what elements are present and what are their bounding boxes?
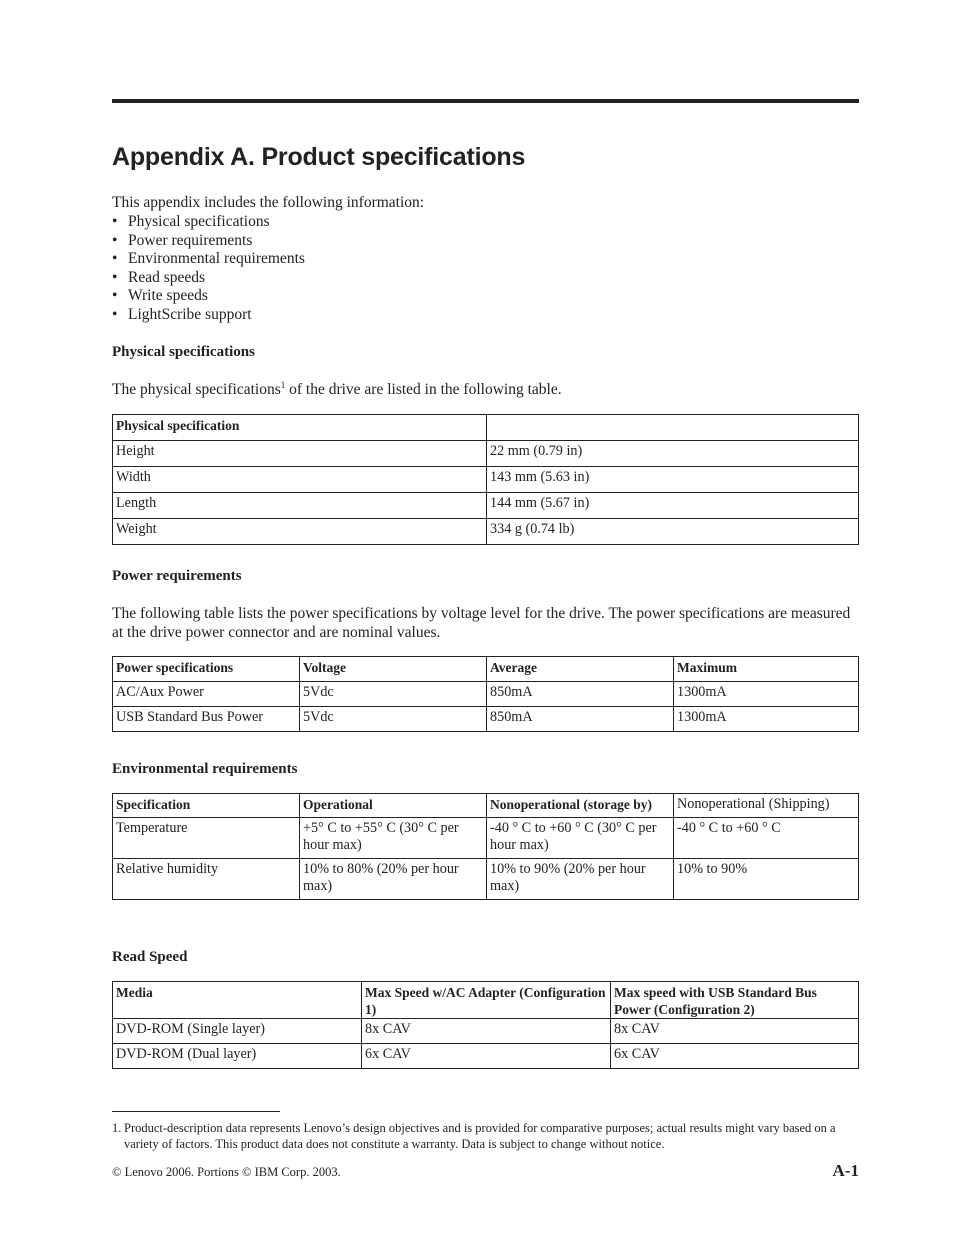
intro-list bbox=[112, 213, 305, 325]
table-cell: Width bbox=[113, 467, 487, 493]
table-row bbox=[113, 1019, 859, 1044]
environmental-table bbox=[112, 793, 859, 900]
table-header-cell: Physical specification bbox=[113, 415, 487, 441]
table-cell: 850mA bbox=[487, 707, 674, 732]
table-row bbox=[113, 707, 859, 732]
table-header-cell: Operational bbox=[300, 794, 487, 818]
table-cell: 334 g (0.74 lb) bbox=[487, 519, 859, 545]
bullet: • bbox=[112, 250, 118, 268]
page-title: Appendix A. Product specifications bbox=[112, 143, 526, 171]
footnote-rule bbox=[112, 1111, 280, 1112]
table-cell: 10% to 80% (20% per hour max) bbox=[300, 859, 487, 900]
list-item bbox=[112, 269, 305, 288]
table-cell: Temperature bbox=[113, 818, 300, 859]
list-item-text: Power requirements bbox=[128, 231, 253, 249]
table-cell: Weight bbox=[113, 519, 487, 545]
table-header-cell: Nonoperational (storage by) bbox=[487, 794, 674, 818]
list-item-text: LightScribe support bbox=[128, 305, 252, 323]
environmental-heading: Environmental requirements bbox=[112, 761, 298, 777]
footnote-number: 1. bbox=[112, 1121, 122, 1135]
table-cell: Height bbox=[113, 441, 487, 467]
table-cell: Length bbox=[113, 493, 487, 519]
table-header-cell: Average bbox=[487, 657, 674, 682]
table-row bbox=[113, 682, 859, 707]
table-row bbox=[113, 493, 859, 519]
table-cell: 10% to 90% (20% per hour max) bbox=[487, 859, 674, 900]
physical-intro-text-end: of the drive are listed in the following table. bbox=[285, 381, 562, 398]
table-row bbox=[113, 519, 859, 545]
table-header-cell: Specification bbox=[113, 794, 300, 818]
physical-intro bbox=[112, 381, 562, 400]
physical-table bbox=[112, 414, 859, 545]
copyright: © Lenovo 2006. Portions © IBM Corp. 2003. bbox=[112, 1165, 341, 1179]
read-speed-table bbox=[112, 981, 859, 1069]
list-item-text: Write speeds bbox=[128, 287, 208, 305]
page-number: A-1 bbox=[832, 1161, 859, 1180]
table-cell: +5° C to +55° C (30° C per hour max) bbox=[300, 818, 487, 859]
table-row bbox=[113, 441, 859, 467]
table-cell: 144 mm (5.67 in) bbox=[487, 493, 859, 519]
table-cell: 143 mm (5.63 in) bbox=[487, 467, 859, 493]
table-header-cell: Maximum bbox=[674, 657, 859, 682]
power-intro: The following table lists the power specifications by voltage level for the drive. The power specifications are measured at the drive power connector and are nominal values. bbox=[112, 605, 851, 641]
table-header-row bbox=[113, 794, 859, 818]
table-header-cell: Media bbox=[113, 982, 362, 1019]
table-cell: 1300mA bbox=[674, 682, 859, 707]
table-cell: 5Vdc bbox=[300, 707, 487, 732]
power-heading: Power requirements bbox=[112, 568, 242, 584]
table-cell: 8x CAV bbox=[611, 1019, 859, 1044]
table-header-cell bbox=[487, 415, 859, 441]
table-cell: 6x CAV bbox=[611, 1044, 859, 1069]
intro-text: This appendix includes the following information: bbox=[112, 194, 425, 211]
footnote-ref: 1 bbox=[280, 380, 286, 390]
bullet: • bbox=[112, 213, 118, 230]
power-table bbox=[112, 656, 859, 732]
list-item bbox=[112, 306, 305, 325]
table-header-cell: Voltage bbox=[300, 657, 487, 682]
footnote bbox=[112, 1120, 852, 1152]
table-header-row bbox=[113, 982, 859, 1019]
table-cell: AC/Aux Power bbox=[113, 682, 300, 707]
table-cell: -40 ° C to +60 ° C (30° C per hour max) bbox=[487, 818, 674, 859]
table-row bbox=[113, 818, 859, 859]
table-header-cell: Max Speed w/AC Adapter (Configuration 1) bbox=[362, 982, 611, 1019]
table-header-row bbox=[113, 415, 859, 441]
table-header-cell: Power specifications bbox=[113, 657, 300, 682]
table-cell: 22 mm (0.79 in) bbox=[487, 441, 859, 467]
bullet: • bbox=[112, 287, 118, 305]
table-cell: -40 ° C to +60 ° C bbox=[674, 818, 859, 859]
table-cell: 8x CAV bbox=[362, 1019, 611, 1044]
list-item bbox=[112, 232, 305, 251]
table-cell: DVD-ROM (Dual layer) bbox=[113, 1044, 362, 1069]
bullet: • bbox=[112, 305, 118, 323]
table-header-cell: Max speed with USB Standard Bus Power (Configuration 2) bbox=[611, 982, 859, 1019]
table-cell: Relative humidity bbox=[113, 859, 300, 900]
table-cell: 10% to 90% bbox=[674, 859, 859, 900]
list-item-text: Read speeds bbox=[128, 268, 206, 286]
table-cell: USB Standard Bus Power bbox=[113, 707, 300, 732]
table-cell: DVD-ROM (Single layer) bbox=[113, 1019, 362, 1044]
list-item bbox=[112, 213, 305, 232]
table-cell: 1300mA bbox=[674, 707, 859, 732]
table-row bbox=[113, 467, 859, 493]
table-cell: 850mA bbox=[487, 682, 674, 707]
read-speed-heading: Read Speed bbox=[112, 949, 188, 965]
table-header-cell: Nonoperational (Shipping) bbox=[674, 794, 859, 818]
table-cell: 5Vdc bbox=[300, 682, 487, 707]
table-cell: 6x CAV bbox=[362, 1044, 611, 1069]
physical-heading: Physical specifications bbox=[112, 344, 255, 360]
footnote-text: Product-description data represents Lenovo’s design objectives and is provided for comparative purposes; actual results might vary based on a variety of factors. This product data does not constitute a warranty. Data is subject to change without notice. bbox=[124, 1121, 836, 1151]
list-item-text: Environmental requirements bbox=[128, 250, 305, 268]
table-row bbox=[113, 859, 859, 900]
top-rule bbox=[112, 99, 859, 103]
list-item bbox=[112, 287, 305, 306]
physical-intro-text: The physical specifications bbox=[112, 381, 281, 398]
table-row bbox=[113, 1044, 859, 1069]
list-item-text: Physical specifications bbox=[128, 213, 270, 230]
bullet: • bbox=[112, 268, 118, 286]
list-item bbox=[112, 250, 305, 269]
table-header-row bbox=[113, 657, 859, 682]
bullet: • bbox=[112, 231, 118, 249]
